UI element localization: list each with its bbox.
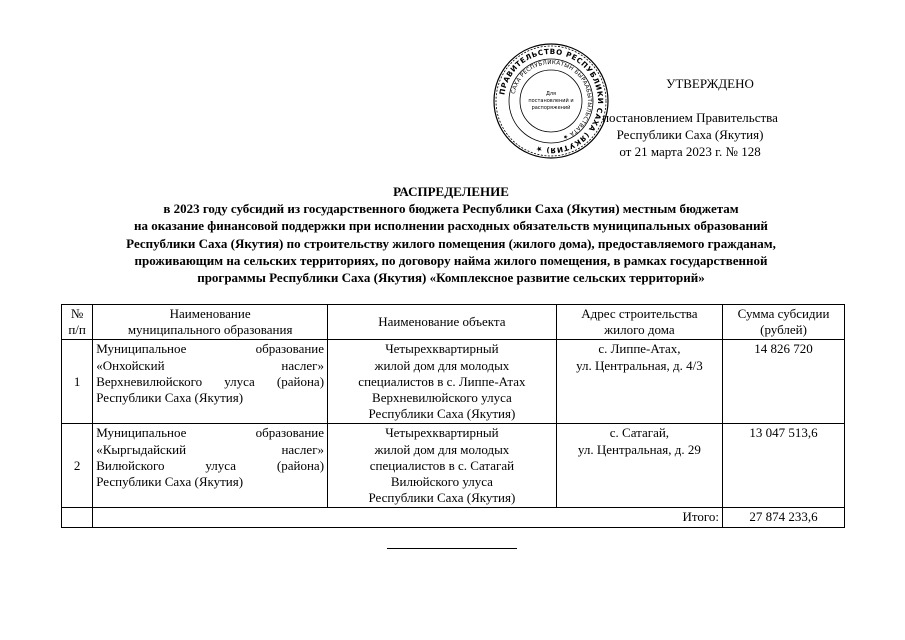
object-cell: Четырехквартирный жилой дом для молодых специалистов в с. Сатагай Вилюйского улуса Республики Саха (Якутия) bbox=[328, 424, 557, 508]
official-seal bbox=[492, 42, 610, 160]
total-sum: 27 874 233,6 bbox=[723, 508, 845, 527]
title-line: программы Республики Саха (Якутия) «Комплексное развитие сельских территорий» bbox=[197, 270, 705, 286]
table-row bbox=[62, 340, 845, 424]
header-num: № п/п bbox=[62, 305, 93, 340]
svg-text:ПРАВИТЕЛЬСТВО РЕСПУБЛИКИ САХА: ПРАВИТЕЛЬСТВО РЕСПУБЛИКИ САХА (ЯКУТИЯ) ★ bbox=[497, 46, 606, 156]
municipality-cell: Муниципальное образование «Онхойский наслег» Верхневилюйского улуса (района) Республики Саха (Якутия) bbox=[93, 340, 328, 424]
document-title bbox=[40, 183, 862, 286]
end-divider bbox=[387, 548, 517, 549]
approval-line: от 21 марта 2023 г. № 128 bbox=[619, 144, 761, 159]
title-line: проживающим на сельских территориях, по договору найма жилого помещения, в рамках государственной bbox=[134, 252, 768, 268]
title-line: на оказание финансовой поддержки при исполнении расходных обязательств муниципальных образований bbox=[134, 218, 768, 234]
title-heading: РАСПРЕДЕЛЕНИЕ bbox=[393, 184, 509, 199]
header-sum: Сумма субсидии (рублей) bbox=[723, 305, 845, 340]
total-row bbox=[62, 508, 845, 527]
svg-text:распоряжений: распоряжений bbox=[531, 105, 571, 111]
approval-heading: УТВЕРЖДЕНО bbox=[666, 76, 754, 91]
object-cell: Четырехквартирный жилой дом для молодых специалистов в с. Липпе-Атах Верхневилюйского улуса Республики Саха (Якутия) bbox=[328, 340, 557, 424]
approval-line: Республики Саха (Якутия) bbox=[616, 127, 764, 142]
row-number: 1 bbox=[62, 340, 93, 424]
table-row bbox=[62, 424, 845, 508]
title-line: в 2023 году субсидий из государственного бюджета Республики Саха (Якутия) местным бюджетам bbox=[163, 201, 739, 217]
distribution-table bbox=[61, 304, 845, 528]
sum-cell: 14 826 720 bbox=[723, 340, 845, 424]
address-cell: с. Сатагай, ул. Центральная, д. 29 bbox=[556, 424, 722, 508]
header-address: Адрес строительства жилого дома bbox=[556, 305, 722, 340]
municipality-cell: Муниципальное образование «Кыргыдайский наслег» Вилюйского улуса (района) Республики Саха (Якутия) bbox=[93, 424, 328, 508]
approval-line: постановлением Правительства bbox=[602, 110, 778, 125]
svg-text:Для: Для bbox=[545, 91, 557, 97]
total-empty-cell bbox=[62, 508, 93, 527]
table-header-row bbox=[62, 305, 845, 340]
title-line: Республики Саха (Якутия) по строительству жилого помещения (жилого дома), предоставляемого гражданам, bbox=[126, 235, 776, 251]
svg-text:постановлений и: постановлений и bbox=[528, 98, 574, 104]
svg-text:САХА РЕСПУБЛИКАТЫН БЫРААБЫТЫЛЬ: САХА РЕСПУБЛИКАТЫН БЫРААБЫТЫЛЬСТВАТА ★ bbox=[510, 59, 593, 141]
sum-cell: 13 047 513,6 bbox=[723, 424, 845, 508]
total-label: Итого: bbox=[93, 508, 723, 527]
approval-block bbox=[595, 75, 785, 160]
row-number: 2 bbox=[62, 424, 93, 508]
header-object: Наименование объекта bbox=[328, 305, 557, 340]
address-cell: с. Липпе-Атах, ул. Центральная, д. 4/3 bbox=[556, 340, 722, 424]
header-municipality: Наименование муниципального образования bbox=[93, 305, 328, 340]
